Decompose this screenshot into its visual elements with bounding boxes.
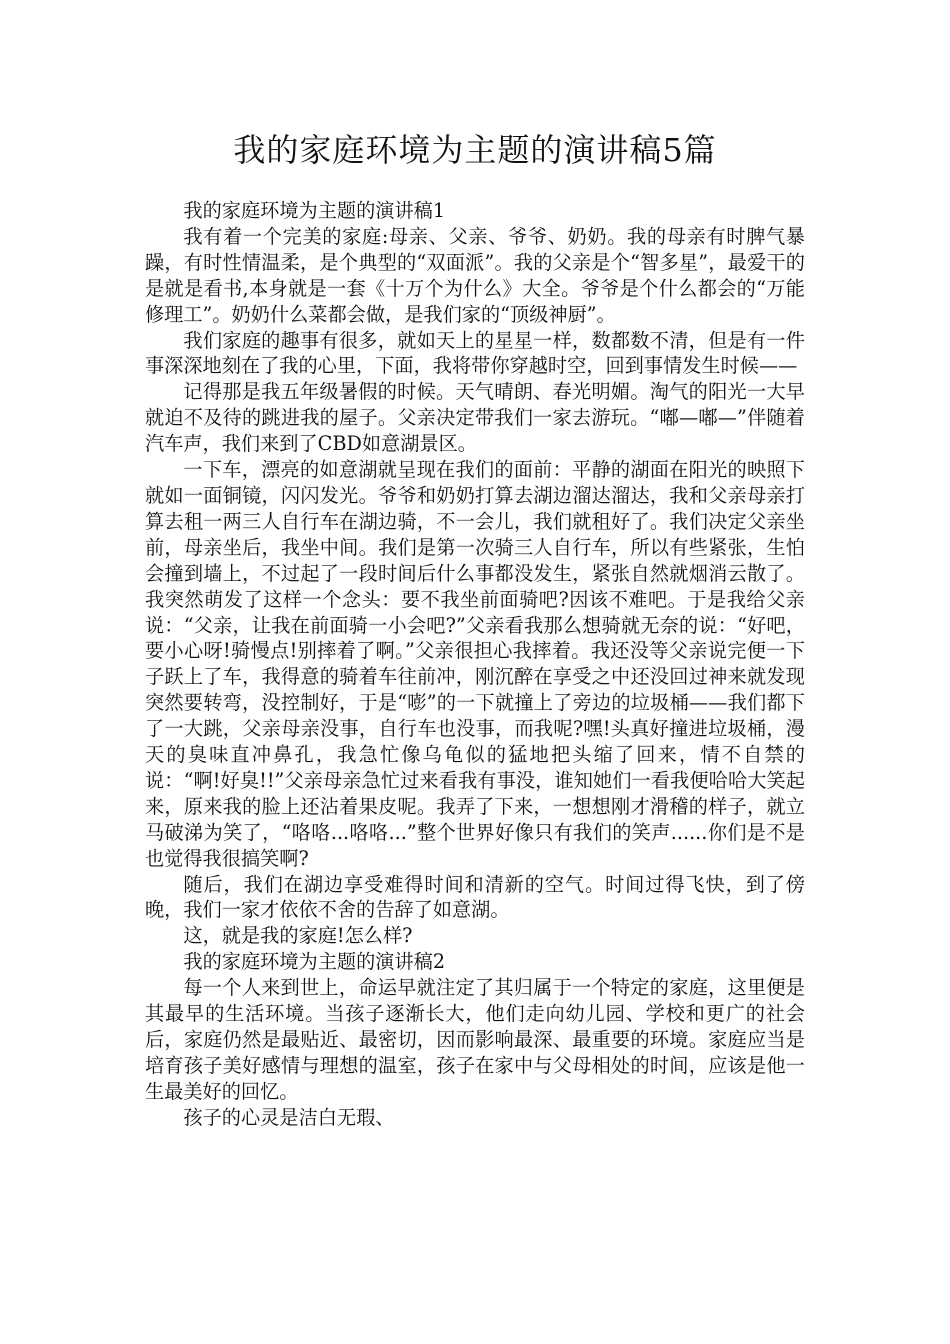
- paragraph: 每一个人来到世上，命运早就注定了其归属于一个特定的家庭，这里便是其最早的生活环境。当孩子逐渐长大，他们走向幼儿园、学校和更广的社会后，家庭仍然是最贴近、最密切，因而影响最深、最重要的环境。家庭应当是培育孩子美好感情与理想的温室，孩子在家中与父母相处的时间，应该是他一生最美好的回忆。: [145, 976, 805, 1103]
- paragraph: 我们家庭的趣事有很多，就如天上的星星一样，数都数不清，但是有一件事深深地刻在了我的心里，下面，我将带你穿越时空，回到事情发生时候——: [145, 328, 805, 378]
- paragraph: 记得那是我五年级暑假的时候。天气晴朗、春光明媚。淘气的阳光一大早就迫不及待的跳进我的屋子。父亲决定带我们一家去游玩。“嘟—嘟—”伴随着汽车声，我们来到了CBD如意湖景区。: [145, 380, 805, 456]
- paragraph: 随后，我们在湖边享受难得时间和清新的空气。时间过得飞快，到了傍晚，我们一家才依依不舍的告辞了如意湖。: [145, 872, 805, 922]
- document-body: [145, 198, 805, 1131]
- paragraph: 这，就是我的家庭!怎么样?: [183, 924, 413, 948]
- paragraph: 孩子的心灵是洁白无瑕、: [183, 1105, 395, 1129]
- paragraph: 一下车，漂亮的如意湖就呈现在我们的面前：平静的湖面在阳光的映照下就如一面铜镜，闪闪发光。爷爷和奶奶打算去湖边溜达溜达，我和父亲母亲打算去租一两三人自行车在湖边骑，不一会儿，我们就租好了。我们决定父亲坐前，母亲坐后，我坐中间。我们是第一次骑三人自行车，所以有些紧张，生怕会撞到墙上，不过起了一段时间后什么事都没发生，紧张自然就烟消云散了。我突然萌发了这样一个念头：要不我坐前面骑吧?因该不难吧。于是我给父亲说：“父亲，让我在前面骑一小会吧?”父亲看我那么想骑就无奈的说：“好吧，要小心呀!骑慢点!别摔着了啊。”父亲很担心我摔着。我还没等父亲说完便一下子跃上了车，我得意的骑着车往前冲，刚沉醉在享受之中还没回过神来就发现突然要转弯，没控制好，于是“嘭”的一下就撞上了旁边的垃圾桶——我们都下了一大跳，父亲母亲没事，自行车也没事，而我呢?嘿!头真好撞进垃圾桶，漫天的臭味直冲鼻孔，我急忙像乌龟似的猛地把头缩了回来，情不自禁的说：“啊!好臭!!”父亲母亲急忙过来看我有事没，谁知她们一看我便哈哈大笑起来，原来我的脸上还沾着果皮呢。我弄了下来，一想想刚才滑稽的样子，就立马破涕为笑了，“咯咯...咯咯...”整个世界好像只有我们的笑声......你们是不是也觉得我很搞笑啊?: [145, 458, 805, 870]
- section-heading-1: 我的家庭环境为主题的演讲稿1: [183, 199, 446, 222]
- paragraph: 我有着一个完美的家庭:母亲、父亲、爷爷、奶奶。我的母亲有时脾气暴躁，有时性情温柔，是个典型的“双面派”。我的父亲是个“智多星”，最爱干的是就是看书,本身就是一套《十万个为什么》大全。爷爷是个什么都会的“万能修理工”。奶奶什么菜都会做，是我们家的“顶级神厨”。: [145, 224, 805, 326]
- document-title: 我的家庭环境为主题的演讲稿5篇: [233, 131, 717, 169]
- section-heading-2: 我的家庭环境为主题的演讲稿2: [183, 950, 446, 974]
